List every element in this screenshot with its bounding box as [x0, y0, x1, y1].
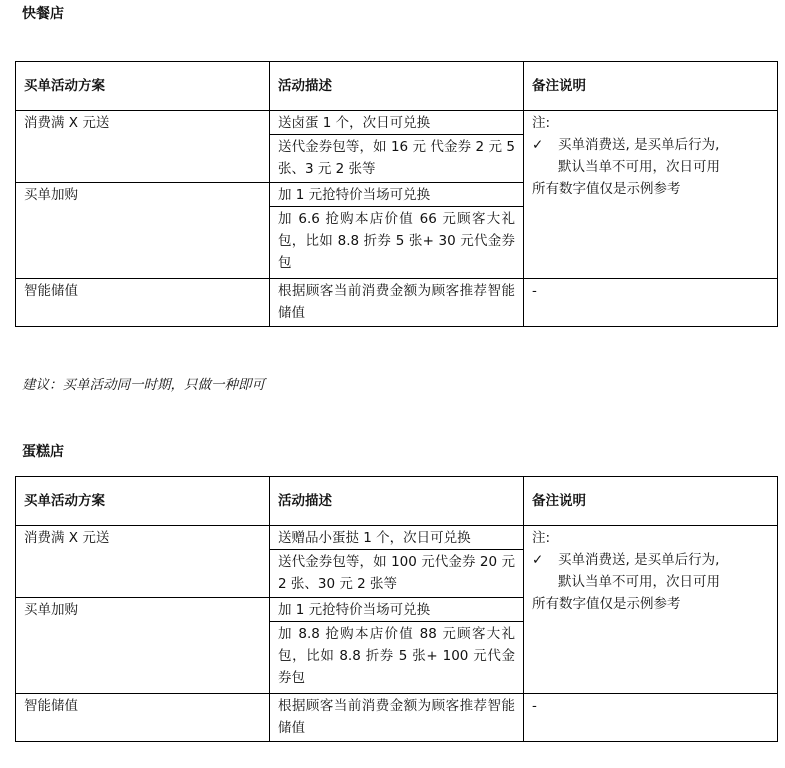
- description-cell: 送卤蛋 1 个，次日可兑换: [270, 111, 524, 135]
- notes-extra: 所有数字值仅是示例参考: [532, 596, 681, 612]
- notes-label: 注:: [532, 530, 551, 546]
- remarks-cell: -: [524, 694, 778, 742]
- remarks-cell: [524, 526, 778, 694]
- plan-cell: 买单加购: [16, 598, 270, 694]
- table-row: [16, 111, 778, 135]
- description-cell: 加 1 元抢特价当场可兑换: [270, 598, 524, 622]
- check-icon: ✓: [532, 137, 544, 153]
- notes-item-line1: 买单消费送, 是买单后行为,: [558, 552, 720, 568]
- description-cell: 根据顾客当前消费金额为顾客推荐智能储值: [270, 694, 524, 742]
- description-cell: 送代金券包等，如 16 元 代金券 2 元 5 张、3 元 2 张等: [270, 135, 524, 183]
- section-title-cakeshop: 蛋糕店: [22, 444, 64, 460]
- check-icon: ✓: [532, 552, 544, 568]
- plan-cell: 消费满 X 元送: [16, 526, 270, 598]
- header-plan: 买单活动方案: [16, 477, 270, 526]
- remarks-cell: -: [524, 279, 778, 327]
- notes-item: [532, 549, 769, 593]
- section-title-fastfood: 快餐店: [22, 6, 64, 22]
- header-remarks: 备注说明: [524, 477, 778, 526]
- notes-item: [532, 134, 769, 178]
- plan-cell: 消费满 X 元送: [16, 111, 270, 183]
- table-row: [16, 279, 778, 327]
- plan-cell: 买单加购: [16, 183, 270, 279]
- notes-label: 注:: [532, 115, 551, 131]
- table-row: [16, 694, 778, 742]
- activity-table-cakeshop: [15, 476, 778, 742]
- description-cell: 加 1 元抢特价当场可兑换: [270, 183, 524, 207]
- table-row: [16, 526, 778, 550]
- description-cell: 送代金券包等，如 100 元代金券 20 元 2 张、30 元 2 张等: [270, 550, 524, 598]
- notes-item-line2: 默认当单不可用，次日可用: [558, 574, 720, 590]
- notes-item-line2: 默认当单不可用，次日可用: [558, 159, 720, 175]
- remarks-cell: [524, 111, 778, 279]
- header-description: 活动描述: [270, 477, 524, 526]
- table-header-row: [16, 62, 778, 111]
- description-cell: 送赠品小蛋挞 1 个，次日可兑换: [270, 526, 524, 550]
- plan-cell: 智能储值: [16, 694, 270, 742]
- description-cell: 加 8.8 抢购本店价值 88 元顾客大礼包，比如 8.8 折券 5 张+ 100 元代金券包: [270, 622, 524, 694]
- table-header-row: [16, 477, 778, 526]
- description-cell: 加 6.6 抢购本店价值 66 元顾客大礼包，比如 8.8 折券 5 张+ 30 元代金券包: [270, 207, 524, 279]
- notes-extra: 所有数字值仅是示例参考: [532, 181, 681, 197]
- header-remarks: 备注说明: [524, 62, 778, 111]
- description-cell: 根据顾客当前消费金额为顾客推荐智能储值: [270, 279, 524, 327]
- notes-item-line1: 买单消费送, 是买单后行为,: [558, 137, 720, 153]
- header-plan: 买单活动方案: [16, 62, 270, 111]
- activity-table-fastfood: [15, 61, 778, 327]
- plan-cell: 智能储值: [16, 279, 270, 327]
- suggestion-note: 建议：买单活动同一时期，只做一种即可: [22, 377, 265, 393]
- header-description: 活动描述: [270, 62, 524, 111]
